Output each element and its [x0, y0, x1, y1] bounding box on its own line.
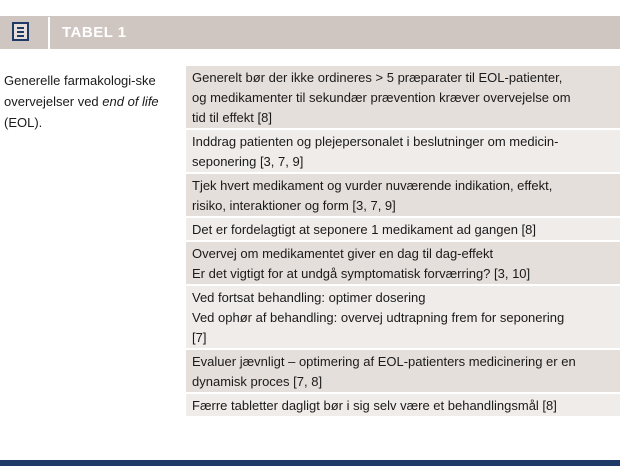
recommendation-row	[186, 218, 620, 242]
recommendation-row	[186, 174, 620, 218]
recommendation-row	[186, 350, 620, 394]
recommendation-line: Ved ophør af behandling: overvej udtrapning frem for seponering	[192, 310, 565, 325]
recommendation-line: Ved fortsat behandling: optimer dosering	[192, 290, 426, 305]
recommendation-line: Er det vigtigt for at undgå symptomatisk forværring? [3, 10]	[192, 266, 531, 281]
recommendation-row	[186, 286, 620, 350]
recommendation-line: tid til effekt [8]	[192, 110, 272, 125]
recommendation-list	[186, 66, 620, 418]
recommendation-row	[186, 66, 620, 130]
recommendation-line: Det er fordelagtigt at seponere 1 medikament ad gangen [8]	[192, 222, 536, 237]
recommendation-line: Færre tabletter dagligt bør i sig selv være et behandlingsmål [8]	[192, 398, 557, 413]
recommendation-row	[186, 394, 620, 418]
document-list-icon	[12, 22, 29, 41]
table-bottom-rule	[0, 460, 620, 466]
header-divider	[48, 17, 50, 49]
recommendation-line: risiko, interaktioner og form [3, 7, 9]	[192, 198, 396, 213]
recommendation-row	[186, 130, 620, 174]
recommendation-line: og medikamenter til sekundær prævention kræver overvejelse om	[192, 90, 571, 105]
row-heading-emphasis: end of life	[102, 94, 159, 109]
recommendation-line: [7]	[192, 330, 207, 345]
table-header	[0, 16, 620, 49]
recommendation-line: Generelt bør der ikke ordineres > 5 præparater til EOL-patienter,	[192, 70, 563, 85]
recommendation-line: Tjek hvert medikament og vurder nuværende indikation, effekt,	[192, 178, 553, 193]
recommendation-line: Overvej om medikamentet giver en dag til dag-effekt	[192, 246, 494, 261]
row-heading	[4, 70, 172, 133]
row-heading-prefix: Generelle farmakologi-ske overvejelser ved	[4, 73, 156, 109]
recommendation-line: Evaluer jævnligt – optimering af EOL-patienters medicinering er en	[192, 354, 576, 369]
recommendation-line: dynamisk proces [7, 8]	[192, 374, 323, 389]
recommendation-line: Inddrag patienten og plejepersonalet i beslutninger om medicin-	[192, 134, 559, 149]
row-heading-suffix: (EOL).	[4, 115, 43, 130]
recommendation-row	[186, 242, 620, 286]
recommendation-line: seponering [3, 7, 9]	[192, 154, 304, 169]
table-title: TABEL 1	[62, 24, 127, 41]
